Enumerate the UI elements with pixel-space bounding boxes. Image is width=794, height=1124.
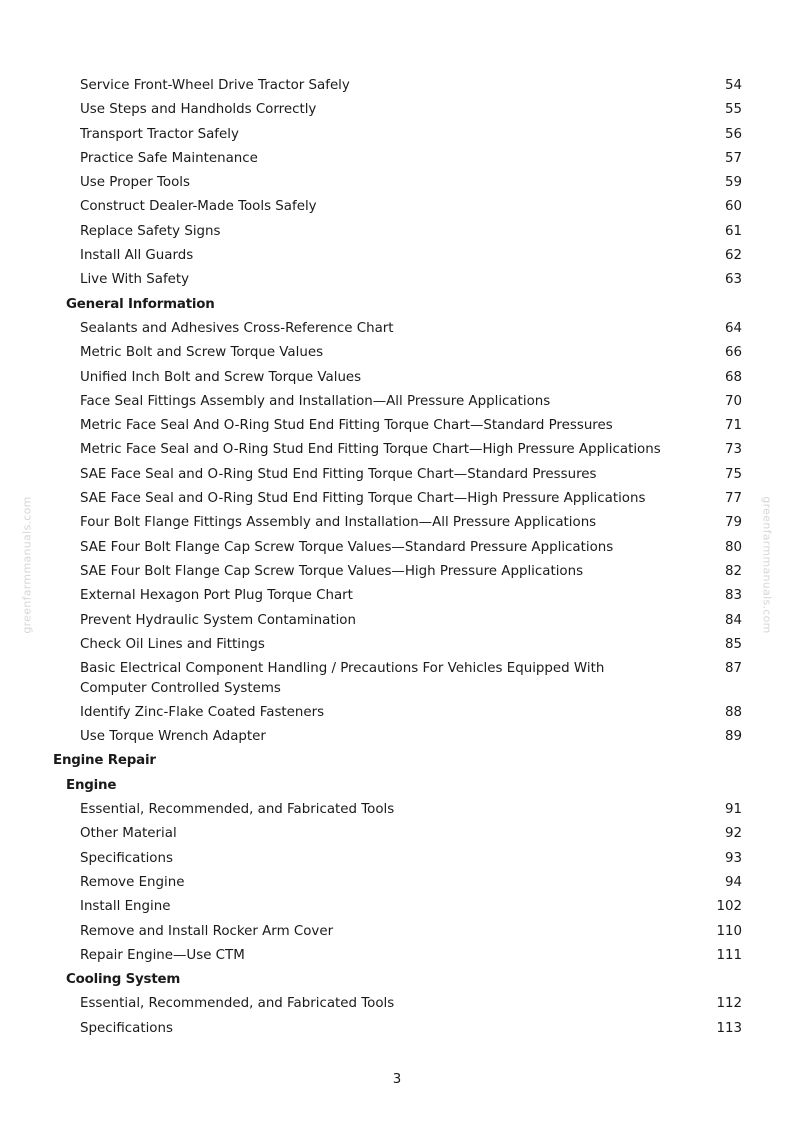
toc-entry[interactable] <box>0 873 794 892</box>
toc-entry-page-number: 60 <box>724 199 742 215</box>
toc-entry-title: General Information <box>66 296 215 312</box>
toc-entry-page-number: 112 <box>716 996 742 1012</box>
toc-entry-title: Prevent Hydraulic System Contamination <box>80 612 356 628</box>
toc-entry[interactable] <box>0 586 794 605</box>
toc-entry-page-number: 71 <box>724 418 742 434</box>
toc-entry[interactable] <box>0 659 794 698</box>
toc-entry-title: Use Proper Tools <box>80 175 191 191</box>
toc-entry-page-number: 66 <box>724 345 742 361</box>
toc-entry[interactable] <box>0 76 794 95</box>
toc-entry[interactable] <box>0 922 794 941</box>
toc-entry-title: Specifications <box>80 850 173 866</box>
toc-entry-title: Essential, Recommended, and Fabricated Tools <box>80 802 395 818</box>
toc-entry-page-number: 80 <box>724 539 742 555</box>
toc-entry-page-number: 61 <box>724 223 742 239</box>
toc-entry[interactable] <box>0 368 794 387</box>
toc-entry-title: Face Seal Fittings Assembly and Installation—All Pressure Applications <box>80 393 551 409</box>
toc-entry-title: Service Front-Wheel Drive Tractor Safely <box>80 78 350 93</box>
watermark-left: greenfarmmanuals.com <box>20 496 34 634</box>
toc-entry[interactable] <box>0 392 794 411</box>
toc-entry[interactable] <box>0 246 794 265</box>
toc-entry-title: Specifications <box>80 1020 173 1036</box>
toc-entry-page-number: 55 <box>724 102 742 118</box>
toc-entry-page-number: 70 <box>724 393 742 409</box>
toc-entry-title: SAE Face Seal and O-Ring Stud End Fitting Torque Chart—Standard Pressures <box>80 466 597 482</box>
toc-entry[interactable] <box>0 270 794 289</box>
toc-section-heading <box>0 970 794 989</box>
toc-entry-page-number: 111 <box>716 947 742 963</box>
toc-entry-title: Metric Bolt and Screw Torque Values <box>80 345 324 361</box>
toc-entry-page-number: 87 <box>724 661 742 677</box>
toc-entry-title: Engine Repair <box>53 753 156 769</box>
toc-entry-title: Practice Safe Maintenance <box>80 150 258 166</box>
toc-entry-page-number: 59 <box>724 175 742 191</box>
toc-entry-title: SAE Four Bolt Flange Cap Screw Torque Values—High Pressure Applications <box>80 563 584 579</box>
toc-entry[interactable] <box>0 319 794 338</box>
toc-entry-page-number: 92 <box>724 826 742 842</box>
toc-entry-title: SAE Face Seal and O-Ring Stud End Fitting Torque Chart—High Pressure Applications <box>80 491 646 507</box>
toc-entry[interactable] <box>0 635 794 654</box>
toc-entry[interactable] <box>0 222 794 241</box>
toc-entry[interactable] <box>0 416 794 435</box>
toc-entry-title: Identify Zinc-Flake Coated Fasteners <box>80 704 325 720</box>
toc-entry-title: Engine <box>66 777 117 793</box>
toc-entry-page-number: 91 <box>724 802 742 818</box>
toc-entry[interactable] <box>0 897 794 916</box>
toc-entry-page-number: 68 <box>724 369 742 385</box>
toc-entry[interactable] <box>0 611 794 630</box>
toc-entry-page-number: 102 <box>716 899 742 915</box>
toc-entry[interactable] <box>0 125 794 144</box>
toc-entry-page-number: 93 <box>724 850 742 866</box>
toc-entry-title: Use Torque Wrench Adapter <box>80 729 266 745</box>
toc-entry-title: Replace Safety Signs <box>80 223 221 239</box>
toc-entry-title: Metric Face Seal and O-Ring Stud End Fitting Torque Chart—High Pressure Applications <box>80 442 661 458</box>
toc-entry[interactable] <box>0 343 794 362</box>
toc-section-heading <box>0 295 794 314</box>
toc-entry-page-number: 77 <box>724 491 742 507</box>
toc-entry-title: Other Material <box>80 826 177 842</box>
toc-entry[interactable] <box>0 824 794 843</box>
toc-entry-title: SAE Four Bolt Flange Cap Screw Torque Values—Standard Pressure Applications <box>80 539 614 555</box>
toc-entry[interactable] <box>0 562 794 581</box>
toc-entry[interactable] <box>0 946 794 965</box>
toc-entry-title: Install All Guards <box>80 248 194 264</box>
toc-entry[interactable] <box>0 173 794 192</box>
toc-entry-page-number: 56 <box>724 126 742 142</box>
toc-entry-title: Basic Electrical Component Handling / Precautions For Vehicles Equipped With Computer Controlled Systems <box>80 661 605 696</box>
toc-entry-page-number: 83 <box>724 588 742 604</box>
toc-entry[interactable] <box>0 849 794 868</box>
toc-entry-title: Install Engine <box>80 899 171 915</box>
toc-entry-page-number: 89 <box>724 729 742 745</box>
toc-entry-page-number: 110 <box>716 923 742 939</box>
table-of-contents <box>0 76 794 1043</box>
toc-entry[interactable] <box>0 538 794 557</box>
toc-entry-page-number: 79 <box>724 515 742 531</box>
toc-entry-title: Metric Face Seal And O-Ring Stud End Fitting Torque Chart—Standard Pressures <box>80 418 613 434</box>
toc-entry-page-number: 84 <box>724 612 742 628</box>
toc-section-heading <box>0 751 794 770</box>
toc-entry-page-number: 57 <box>724 150 742 166</box>
toc-entry[interactable] <box>0 197 794 216</box>
toc-entry-title: Repair Engine—Use CTM <box>80 947 245 963</box>
toc-entry[interactable] <box>0 703 794 722</box>
toc-entry-title: Essential, Recommended, and Fabricated Tools <box>80 996 395 1012</box>
toc-entry-page-number: 63 <box>724 272 742 288</box>
toc-entry-page-number: 73 <box>724 442 742 458</box>
toc-entry[interactable] <box>0 800 794 819</box>
toc-section-heading <box>0 776 794 795</box>
toc-entry-page-number: 94 <box>724 874 742 890</box>
toc-entry[interactable] <box>0 513 794 532</box>
toc-entry-title: Unified Inch Bolt and Screw Torque Values <box>80 369 362 385</box>
toc-entry-title: Construct Dealer-Made Tools Safely <box>80 199 317 215</box>
toc-entry[interactable] <box>0 100 794 119</box>
page-number: 3 <box>392 1072 402 1087</box>
toc-entry-title: Check Oil Lines and Fittings <box>80 636 265 652</box>
toc-entry-title: External Hexagon Port Plug Torque Chart <box>80 588 353 604</box>
toc-entry-page-number: 82 <box>724 563 742 579</box>
toc-entry-title: Use Steps and Handholds Correctly <box>80 102 317 118</box>
toc-entry[interactable] <box>0 149 794 168</box>
toc-entry-page-number: 88 <box>724 704 742 720</box>
toc-entry-page-number: 54 <box>724 78 742 93</box>
toc-entry-page-number: 64 <box>724 320 742 336</box>
toc-entry-title: Remove Engine <box>80 874 185 890</box>
watermark-right: greenfarmmanuals.com <box>760 496 774 634</box>
toc-entry-title: Sealants and Adhesives Cross-Reference Chart <box>80 320 394 336</box>
toc-entry[interactable] <box>0 994 794 1013</box>
toc-entry[interactable] <box>0 727 794 746</box>
toc-entry-page-number: 75 <box>724 466 742 482</box>
toc-entry[interactable] <box>0 440 794 459</box>
toc-entry[interactable] <box>0 1019 794 1038</box>
toc-entry-title: Remove and Install Rocker Arm Cover <box>80 923 334 939</box>
toc-entry-page-number: 85 <box>724 636 742 652</box>
toc-entry-title: Cooling System <box>66 972 181 988</box>
toc-entry-title: Live With Safety <box>80 272 190 288</box>
toc-entry-title: Transport Tractor Safely <box>80 126 239 142</box>
toc-entry-page-number: 62 <box>724 248 742 264</box>
toc-entry-page-number: 113 <box>716 1020 742 1036</box>
toc-entry[interactable] <box>0 465 794 484</box>
toc-entry[interactable] <box>0 489 794 508</box>
toc-entry-title: Four Bolt Flange Fittings Assembly and Installation—All Pressure Applications <box>80 515 597 531</box>
